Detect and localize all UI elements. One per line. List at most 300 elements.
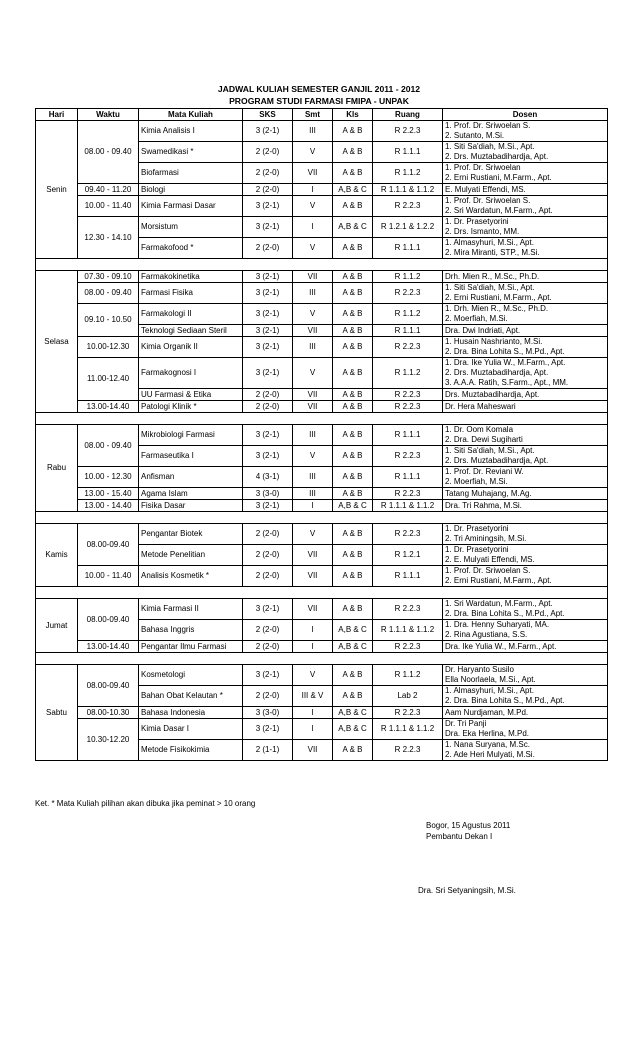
- course-cell: Bahasa Indonesia: [139, 707, 243, 719]
- room-cell: R 1.2.1: [373, 545, 443, 566]
- lecturer-name: 1. Siti Sa'diah, M.Si., Apt.: [445, 446, 535, 455]
- class-cell: A & B: [333, 425, 373, 446]
- lecturer-name: 1. Dra. Ike Yulia W., M.Farm., Apt.: [445, 358, 566, 367]
- lecturer-name: 1. Siti Sa'diah, M.Si., Apt.: [445, 142, 535, 151]
- lecturer-name: 2. Drs. Muztabadihardja, Apt.: [445, 368, 549, 377]
- day-cell-rabu: Rabu: [36, 425, 78, 512]
- lecturer-name: Dra. Tri Rahma, M.Si.: [445, 500, 522, 510]
- lecturer-cell: [443, 641, 608, 653]
- course-cell: Pengantar Ilmu Farmasi: [139, 641, 243, 653]
- course-cell: Kimia Organik II: [139, 337, 243, 358]
- class-cell: A & B: [333, 566, 373, 587]
- lecturer-cell: [443, 446, 608, 467]
- course-cell: UU Farmasi & Etika: [139, 389, 243, 401]
- day-separator: [36, 512, 608, 524]
- separator-cell: [36, 653, 608, 665]
- lecturer-name: 2. Erni Rustiani, M.Farm., Apt.: [445, 173, 552, 182]
- lecturer-cell: [443, 488, 608, 500]
- class-cell: A,B & C: [333, 707, 373, 719]
- course-cell: Farmakologi II: [139, 304, 243, 325]
- sks-cell: 2 (2-0): [243, 641, 293, 653]
- header-hari: Hari: [36, 109, 78, 121]
- header-sks: SKS: [243, 109, 293, 121]
- time-cell: 08.00-09.40: [78, 599, 139, 641]
- signer-name: Dra. Sri Setyaningsih, M.Si.: [418, 886, 516, 895]
- semester-cell: I: [293, 217, 333, 238]
- lecturer-cell: [443, 566, 608, 587]
- lecturer-name: Tatang Muhajang, M.Ag.: [445, 488, 532, 498]
- room-cell: R 1.1.1 & 1.1.2: [373, 500, 443, 512]
- lecturer-name: 2. Dra. Bina Lohita S., M.Pd., Apt.: [445, 609, 565, 618]
- day-cell-sabtu: Sabtu: [36, 665, 78, 761]
- lecturer-name: Dr. Haryanto Susilo: [445, 665, 514, 674]
- sks-cell: 2 (2-0): [243, 163, 293, 184]
- course-cell: Agama Islam: [139, 488, 243, 500]
- time-cell: 09.10 - 10.50: [78, 304, 139, 337]
- room-cell: R 2.2.3: [373, 641, 443, 653]
- lecturer-cell: [443, 389, 608, 401]
- semester-cell: VII: [293, 566, 333, 587]
- room-cell: R 2.2.3: [373, 401, 443, 413]
- sks-cell: 2 (2-0): [243, 184, 293, 196]
- semester-cell: I: [293, 707, 333, 719]
- room-cell: R 2.2.3: [373, 740, 443, 761]
- lecturer-name: 2. Erni Rustiani, M.Farm., Apt.: [445, 576, 552, 585]
- sks-cell: 3 (2-1): [243, 719, 293, 740]
- lecturer-name: 2. Drs. Muztabadihardja, Apt.: [445, 152, 549, 161]
- lecturer-name: 1. Dra. Henny Suharyati, MA.: [445, 620, 550, 629]
- course-cell: Bahasa Inggris: [139, 620, 243, 641]
- semester-cell: V: [293, 142, 333, 163]
- class-cell: A & B: [333, 142, 373, 163]
- lecturer-name: 1. Prof. Dr. Sriwoelan: [445, 163, 521, 172]
- room-cell: Lab 2: [373, 686, 443, 707]
- semester-cell: III: [293, 488, 333, 500]
- table-row: [36, 665, 608, 686]
- course-cell: Farmaseutika I: [139, 446, 243, 467]
- room-cell: R 2.2.3: [373, 389, 443, 401]
- sks-cell: 3 (2-1): [243, 283, 293, 304]
- separator-cell: [36, 413, 608, 425]
- sks-cell: 3 (2-1): [243, 121, 293, 142]
- course-cell: Patologi Klinik *: [139, 401, 243, 413]
- time-cell: 10.00 - 12.30: [78, 467, 139, 488]
- lecturer-name: 3. A.A.A. Ratih, S.Farm., Apt., MM.: [445, 378, 569, 387]
- lecturer-name: 2. Sutanto, M.Si.: [445, 131, 505, 140]
- lecturer-cell: [443, 524, 608, 545]
- time-cell: 10.00-12.30: [78, 337, 139, 358]
- time-cell: 08.00 - 09.40: [78, 425, 139, 467]
- lecturer-name: Dra. Ike Yulia W., M.Farm., Apt.: [445, 641, 557, 651]
- class-cell: A & B: [333, 337, 373, 358]
- lecturer-name: Aam Nurdjaman, M.Pd.: [445, 707, 529, 717]
- schedule-table: [35, 108, 608, 761]
- lecturer-name: Dra. Eka Herlina, M.Pd.: [445, 729, 530, 738]
- lecturer-name: 2. Mira Miranti, STP., M.Si.: [445, 248, 540, 257]
- semester-cell: I: [293, 719, 333, 740]
- semester-cell: III: [293, 121, 333, 142]
- class-cell: A & B: [333, 686, 373, 707]
- room-cell: R 2.2.3: [373, 707, 443, 719]
- day-cell-kamis: Kamis: [36, 524, 78, 587]
- lecturer-name: Dra. Dwi Indriati, Apt.: [445, 325, 521, 335]
- table-row: [36, 467, 608, 488]
- class-cell: A & B: [333, 389, 373, 401]
- sks-cell: 3 (2-1): [243, 446, 293, 467]
- day-separator: [36, 413, 608, 425]
- lecturer-cell: [443, 545, 608, 566]
- lecturer-cell: [443, 740, 608, 761]
- class-cell: A & B: [333, 599, 373, 620]
- lecturer-name: 1. Prof. Dr. Sriwoelan S.: [445, 566, 531, 575]
- lecturer-cell: [443, 238, 608, 259]
- table-row: [36, 184, 608, 196]
- table-row: [36, 719, 608, 740]
- time-cell: 11.00-12.40: [78, 358, 139, 401]
- lecturer-name: 2. Drs. Muztabadihardja, Apt.: [445, 456, 549, 465]
- lecturer-cell: [443, 163, 608, 184]
- room-cell: R 1.1.2: [373, 163, 443, 184]
- class-cell: A,B & C: [333, 641, 373, 653]
- sks-cell: 3 (3-0): [243, 707, 293, 719]
- sks-cell: 3 (2-1): [243, 358, 293, 389]
- place-date: Bogor, 15 Agustus 2011: [426, 821, 511, 830]
- lecturer-name: 2. Drs. Ismanto, MM.: [445, 227, 520, 236]
- semester-cell: V: [293, 358, 333, 389]
- room-cell: R 1.1.1 & 1.1.2: [373, 620, 443, 641]
- room-cell: R 2.2.3: [373, 599, 443, 620]
- lecturer-cell: [443, 304, 608, 325]
- room-cell: R 1.1.1: [373, 425, 443, 446]
- class-cell: A,B & C: [333, 620, 373, 641]
- table-row: [36, 425, 608, 446]
- semester-cell: III: [293, 283, 333, 304]
- semester-cell: VII: [293, 599, 333, 620]
- sks-cell: 2 (2-0): [243, 401, 293, 413]
- room-cell: R 1.1.1: [373, 566, 443, 587]
- time-cell: 08.00 - 09.40: [78, 121, 139, 184]
- header-dosen: Dosen: [443, 109, 608, 121]
- semester-cell: VII: [293, 401, 333, 413]
- course-cell: Mikrobiologi Farmasi: [139, 425, 243, 446]
- lecturer-name: 1. Sri Wardatun, M.Farm., Apt.: [445, 599, 553, 608]
- class-cell: A & B: [333, 304, 373, 325]
- lecturer-cell: [443, 196, 608, 217]
- semester-cell: V: [293, 446, 333, 467]
- footnote: Ket. * Mata Kuliah pilihan akan dibuka jika peminat > 10 orang: [35, 799, 256, 808]
- lecturer-name: 2. Dra. Bina Lohita S., M.Pd., Apt.: [445, 696, 565, 705]
- lecturer-cell: [443, 686, 608, 707]
- class-cell: A,B & C: [333, 184, 373, 196]
- room-cell: R 1.1.1: [373, 325, 443, 337]
- semester-cell: VII: [293, 389, 333, 401]
- room-cell: R 2.2.3: [373, 488, 443, 500]
- table-row: [36, 401, 608, 413]
- room-cell: R 2.2.3: [373, 196, 443, 217]
- room-cell: R 2.2.3: [373, 446, 443, 467]
- time-cell: 13.00 - 14.40: [78, 500, 139, 512]
- sks-cell: 2 (2-0): [243, 238, 293, 259]
- sks-cell: 3 (2-1): [243, 304, 293, 325]
- class-cell: A & B: [333, 283, 373, 304]
- sks-cell: 3 (3-0): [243, 488, 293, 500]
- course-cell: Farmasi Fisika: [139, 283, 243, 304]
- class-cell: A & B: [333, 401, 373, 413]
- lecturer-name: 2. E. Mulyati Effendi, MS.: [445, 555, 535, 564]
- sks-cell: 3 (2-1): [243, 325, 293, 337]
- course-cell: Farmakofood *: [139, 238, 243, 259]
- sks-cell: 2 (2-0): [243, 524, 293, 545]
- class-cell: A & B: [333, 271, 373, 283]
- lecturer-name: 2. Moerfiah, M.Si.: [445, 477, 508, 486]
- lecturer-name: 1. Dr. Prasetyorini: [445, 524, 509, 533]
- sks-cell: 3 (2-1): [243, 196, 293, 217]
- lecturer-cell: [443, 467, 608, 488]
- class-cell: A & B: [333, 163, 373, 184]
- table-row: [36, 283, 608, 304]
- sks-cell: 2 (2-0): [243, 545, 293, 566]
- table-row: [36, 217, 608, 238]
- course-cell: Kimia Analisis I: [139, 121, 243, 142]
- course-cell: Morsistum: [139, 217, 243, 238]
- course-cell: Bahan Obat Kelautan *: [139, 686, 243, 707]
- room-cell: R 1.1.1: [373, 142, 443, 163]
- sks-cell: 3 (2-1): [243, 500, 293, 512]
- semester-cell: VII: [293, 740, 333, 761]
- table-row: [36, 337, 608, 358]
- table-row: [36, 599, 608, 620]
- semester-cell: III: [293, 467, 333, 488]
- table-row: [36, 488, 608, 500]
- lecturer-name: 1. Prof. Dr. Sriwoelan S.: [445, 121, 531, 130]
- document-title: JADWAL KULIAH SEMESTER GANJIL 2011 - 2012: [217, 84, 421, 94]
- time-cell: 13.00-14.40: [78, 641, 139, 653]
- course-cell: Pengantar Biotek: [139, 524, 243, 545]
- lecturer-name: 2. Sri Wardatun, M.Farm., Apt.: [445, 206, 553, 215]
- class-cell: A,B & C: [333, 500, 373, 512]
- class-cell: A & B: [333, 665, 373, 686]
- room-cell: R 1.1.2: [373, 665, 443, 686]
- separator-cell: [36, 259, 608, 271]
- semester-cell: I: [293, 641, 333, 653]
- course-cell: Analisis Kosmetik *: [139, 566, 243, 587]
- lecturer-name: 2. Ade Heri Mulyati, M.Si.: [445, 750, 535, 759]
- semester-cell: I: [293, 620, 333, 641]
- table-row: [36, 566, 608, 587]
- sks-cell: 3 (2-1): [243, 337, 293, 358]
- lecturer-name: Dr. Tri Panji: [445, 719, 487, 728]
- table-row: [36, 304, 608, 325]
- lecturer-cell: [443, 665, 608, 686]
- lecturer-name: 2. Moerfiah, M.Si.: [445, 314, 508, 323]
- lecturer-cell: [443, 217, 608, 238]
- sks-cell: 2 (1-1): [243, 740, 293, 761]
- day-cell-jumat: Jumat: [36, 599, 78, 653]
- semester-cell: VII: [293, 325, 333, 337]
- lecturer-name: 2. Tri Aminingsih, M.Si.: [445, 534, 527, 543]
- time-cell: 10.30-12.20: [78, 719, 139, 761]
- semester-cell: V: [293, 524, 333, 545]
- day-separator: [36, 259, 608, 271]
- table-row: [36, 707, 608, 719]
- semester-cell: V: [293, 304, 333, 325]
- room-cell: R 1.1.1 & 1.1.2: [373, 184, 443, 196]
- document-subtitle: PROGRAM STUDI FARMASI FMIPA - UNPAK: [229, 96, 409, 106]
- class-cell: A & B: [333, 545, 373, 566]
- schedule-body: [36, 121, 608, 761]
- lecturer-name: 1. Prof. Dr. Sriwoelan S.: [445, 196, 531, 205]
- room-cell: R 2.2.3: [373, 337, 443, 358]
- time-cell: 08.00-09.40: [78, 524, 139, 566]
- time-cell: 09.40 - 11.20: [78, 184, 139, 196]
- header-kls: Kls: [333, 109, 373, 121]
- lecturer-name: Ella Noorlaela, M.Si., Apt.: [445, 675, 536, 684]
- table-row: [36, 641, 608, 653]
- lecturer-name: 1. Dr. Prasetyorini: [445, 217, 509, 226]
- lecturer-name: 1. Drh. Mien R., M.Sc., Ph.D.: [445, 304, 549, 313]
- sks-cell: 2 (2-0): [243, 389, 293, 401]
- class-cell: A & B: [333, 740, 373, 761]
- lecturer-cell: [443, 707, 608, 719]
- sks-cell: 2 (2-0): [243, 620, 293, 641]
- course-cell: Teknologi Sediaan Steril: [139, 325, 243, 337]
- course-cell: Swamedikasi *: [139, 142, 243, 163]
- time-cell: 13.00-14.40: [78, 401, 139, 413]
- time-cell: 08.00 - 09.40: [78, 283, 139, 304]
- lecturer-cell: [443, 184, 608, 196]
- room-cell: R 1.1.2: [373, 271, 443, 283]
- semester-cell: V: [293, 238, 333, 259]
- class-cell: A & B: [333, 325, 373, 337]
- sks-cell: 4 (3-1): [243, 467, 293, 488]
- course-cell: Biofarmasi: [139, 163, 243, 184]
- room-cell: R 2.2.3: [373, 121, 443, 142]
- lecturer-name: 1. Nana Suryana, M.Sc.: [445, 740, 530, 749]
- table-row: [36, 358, 608, 389]
- lecturer-name: 1. Prof. Dr. Reviani W.: [445, 467, 524, 476]
- lecturer-name: 1. Almasyhuri, M.Si., Apt.: [445, 238, 534, 247]
- sks-cell: 2 (2-0): [243, 566, 293, 587]
- lecturer-name: E. Mulyati Effendi, MS.: [445, 184, 526, 194]
- course-cell: Anfisman: [139, 467, 243, 488]
- lecturer-name: 2. Dra. Dewi Sugiharti: [445, 435, 523, 444]
- sks-cell: 2 (2-0): [243, 686, 293, 707]
- course-cell: Farmakokinetika: [139, 271, 243, 283]
- class-cell: A & B: [333, 238, 373, 259]
- table-row: [36, 196, 608, 217]
- lecturer-name: Drh. Mien R., M.Sc., Ph.D.: [445, 271, 540, 281]
- class-cell: A & B: [333, 196, 373, 217]
- lecturer-name: Drs. Muztabadihardja, Apt.: [445, 389, 540, 399]
- signer-position: Pembantu Dekan I: [426, 832, 493, 841]
- course-cell: Kosmetologi: [139, 665, 243, 686]
- class-cell: A,B & C: [333, 719, 373, 740]
- lecturer-name: 1. Husain Nashrianto, M.Si.: [445, 337, 543, 346]
- header-ruang: Ruang: [373, 109, 443, 121]
- semester-cell: I: [293, 184, 333, 196]
- course-cell: Metode Fisikokimia: [139, 740, 243, 761]
- room-cell: R 1.1.2: [373, 358, 443, 389]
- sks-cell: 3 (2-1): [243, 271, 293, 283]
- class-cell: A & B: [333, 358, 373, 389]
- lecturer-cell: [443, 358, 608, 389]
- lecturer-cell: [443, 283, 608, 304]
- lecturer-name: 2. Rina Agustiana, S.S.: [445, 630, 528, 639]
- semester-cell: III & V: [293, 686, 333, 707]
- lecturer-cell: [443, 271, 608, 283]
- room-cell: R 1.1.2: [373, 304, 443, 325]
- room-cell: R 1.2.1 & 1.2.2: [373, 217, 443, 238]
- class-cell: A & B: [333, 121, 373, 142]
- time-cell: 08.00-09.40: [78, 665, 139, 707]
- course-cell: Metode Penelitian: [139, 545, 243, 566]
- separator-cell: [36, 512, 608, 524]
- header-row: [36, 109, 608, 121]
- course-cell: Kimia Farmasi Dasar: [139, 196, 243, 217]
- room-cell: R 2.2.3: [373, 283, 443, 304]
- room-cell: R 1.1.1: [373, 238, 443, 259]
- semester-cell: V: [293, 196, 333, 217]
- class-cell: A & B: [333, 446, 373, 467]
- course-cell: Fisika Dasar: [139, 500, 243, 512]
- day-separator: [36, 653, 608, 665]
- lecturer-cell: [443, 719, 608, 740]
- table-row: [36, 500, 608, 512]
- class-cell: A & B: [333, 524, 373, 545]
- sks-cell: 3 (2-1): [243, 665, 293, 686]
- table-row: [36, 121, 608, 142]
- time-cell: 08.00-10.30: [78, 707, 139, 719]
- lecturer-name: 2. Dra. Bina Lohita S., M.Pd., Apt.: [445, 347, 565, 356]
- time-cell: 10.00 - 11.40: [78, 566, 139, 587]
- lecturer-name: 2. Erni Rustiani, M.Farm., Apt.: [445, 293, 552, 302]
- class-cell: A,B & C: [333, 217, 373, 238]
- course-cell: Biologi: [139, 184, 243, 196]
- lecturer-name: 1. Almasyhuri, M.Si., Apt.: [445, 686, 534, 695]
- lecturer-cell: [443, 337, 608, 358]
- separator-cell: [36, 587, 608, 599]
- semester-cell: VII: [293, 271, 333, 283]
- lecturer-cell: [443, 500, 608, 512]
- semester-cell: VII: [293, 163, 333, 184]
- time-cell: 10.00 - 11.40: [78, 196, 139, 217]
- header-mata-kuliah: Mata Kuliah: [139, 109, 243, 121]
- day-separator: [36, 587, 608, 599]
- semester-cell: III: [293, 425, 333, 446]
- sks-cell: 3 (2-1): [243, 425, 293, 446]
- lecturer-name: 1. Siti Sa'diah, M.Si., Apt.: [445, 283, 535, 292]
- sks-cell: 3 (2-1): [243, 599, 293, 620]
- day-cell-senin: Senin: [36, 121, 78, 259]
- lecturer-cell: [443, 401, 608, 413]
- semester-cell: III: [293, 337, 333, 358]
- sks-cell: 3 (2-1): [243, 217, 293, 238]
- semester-cell: I: [293, 500, 333, 512]
- semester-cell: V: [293, 665, 333, 686]
- sks-cell: 2 (2-0): [243, 142, 293, 163]
- room-cell: R 1.1.1 & 1.1.2: [373, 719, 443, 740]
- room-cell: R 1.1.1: [373, 467, 443, 488]
- day-cell-selasa: Selasa: [36, 271, 78, 413]
- lecturer-name: 1. Dr. Prasetyorini: [445, 545, 509, 554]
- course-cell: Farmakognosi I: [139, 358, 243, 389]
- lecturer-cell: [443, 325, 608, 337]
- lecturer-name: 1. Dr. Oom Komala: [445, 425, 514, 434]
- time-cell: 12.30 - 14.10: [78, 217, 139, 259]
- table-row: [36, 524, 608, 545]
- header-waktu: Waktu: [78, 109, 139, 121]
- time-cell: 13.00 - 15.40: [78, 488, 139, 500]
